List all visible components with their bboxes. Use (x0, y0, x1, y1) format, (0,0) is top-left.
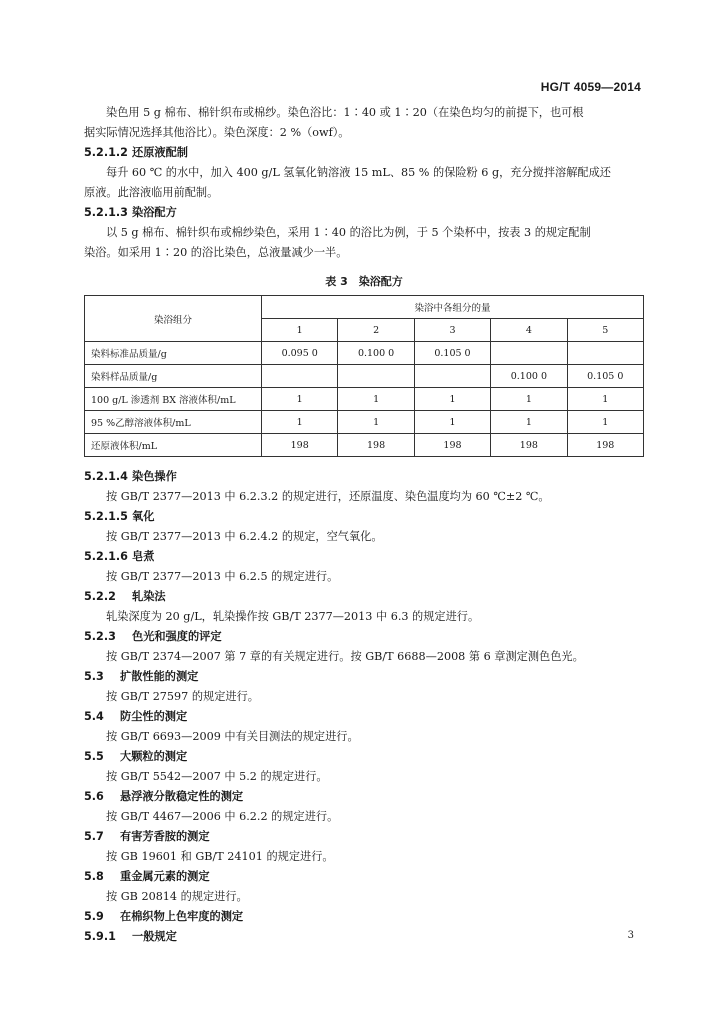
table-cell: 1 (262, 388, 338, 411)
section-heading (84, 787, 644, 807)
table-cell: 1 (414, 411, 490, 434)
section-before-table (84, 103, 644, 263)
table-row-label: 100 g/L 渗透剂 BX 溶液体积/mL (85, 388, 262, 411)
table-cell: 1 (338, 411, 414, 434)
document-code: HG/T 4059—2014 (540, 80, 641, 94)
section-heading (84, 587, 644, 607)
section-title: 染浴配方 (132, 206, 177, 219)
page-number: 3 (627, 930, 634, 941)
table-cell: 1 (338, 388, 414, 411)
table-cell: 198 (338, 434, 414, 457)
paragraph-line: 染色用 5 g 棉布、棉针织布或棉纱。染色浴比：1∶40 或 1∶20（在染色均匀的前提下，也可根 (106, 106, 584, 119)
section-title: 一般规定 (132, 930, 177, 943)
section-title: 染色操作 (132, 470, 177, 483)
table-column-number: 1 (262, 319, 338, 342)
table-caption: 表 3 染浴配方 (325, 275, 403, 288)
table-cell: 0.100 0 (491, 365, 567, 388)
table-row (85, 434, 644, 457)
section-number: 5.2.1.5 (84, 510, 128, 523)
table-cell: 198 (491, 434, 567, 457)
table-column-number: 5 (567, 319, 643, 342)
section-number: 5.2.1.3 (84, 206, 128, 219)
section-title: 重金属元素的测定 (120, 870, 210, 883)
table-cell: 0.105 0 (414, 342, 490, 365)
section-heading (84, 667, 644, 687)
section-number: 5.8 (84, 870, 104, 883)
table-col-header: 染浴组分 (85, 296, 262, 342)
table-cell (414, 365, 490, 388)
section-title: 还原液配制 (132, 146, 188, 159)
section-number: 5.2.2 (84, 590, 116, 603)
table-cell: 198 (567, 434, 643, 457)
paragraph-line: 据实际情况选择其他浴比）。染色深度：2 %（owf）。 (84, 126, 350, 139)
paragraph-line: 按 GB/T 27597 的规定进行。 (106, 690, 259, 703)
section-heading (84, 203, 644, 223)
paragraph-line: 按 GB/T 2377—2013 中 6.2.5 的规定进行。 (106, 570, 339, 583)
paragraph-line: 按 GB/T 5542—2007 中 5.2 的规定进行。 (106, 770, 328, 783)
section-heading (84, 507, 644, 527)
section-number: 5.9 (84, 910, 104, 923)
table-cell: 198 (262, 434, 338, 457)
paragraph-line: 按 GB/T 4467—2006 中 6.2.2 的规定进行。 (106, 810, 339, 823)
table-cell: 0.100 0 (338, 342, 414, 365)
table-cell: 1 (491, 388, 567, 411)
table-row (85, 411, 644, 434)
dye-bath-table (84, 295, 644, 457)
table-cell (491, 342, 567, 365)
section-heading (84, 143, 644, 163)
section-heading (84, 927, 644, 947)
table-row-label: 染料样品质量/g (85, 365, 262, 388)
paragraph-line: 染浴。如采用 1∶20 的浴比染色，总液量减少一半。 (84, 246, 348, 259)
paragraph-line: 按 GB/T 2374—2007 第 7 章的有关规定进行。按 GB/T 6688—2008 第 6 章测定测色色光。 (106, 650, 584, 663)
paragraph-line: 按 GB/T 2377—2013 中 6.2.3.2 的规定进行，还原温度、染色温度均为 60 ℃±2 ℃。 (106, 490, 550, 503)
table-column-number: 3 (414, 319, 490, 342)
section-heading (84, 627, 644, 647)
section-heading (84, 747, 644, 767)
paragraph-line: 每升 60 ℃ 的水中，加入 400 g/L 氢氧化钠溶液 15 mL、85 % 的保险粉 6 g，充分搅拌溶解配成还 (106, 166, 611, 179)
section-title: 大颗粒的测定 (120, 750, 188, 763)
table-row (85, 388, 644, 411)
section-heading (84, 547, 644, 567)
table-row (85, 365, 644, 388)
table-row-label: 染料标准品质量/g (85, 342, 262, 365)
table-cell (567, 342, 643, 365)
paragraph-line: 按 GB/T 2377—2013 中 6.2.4.2 的规定，空气氧化。 (106, 530, 383, 543)
content (84, 103, 644, 947)
section-title: 扩散性能的测定 (120, 670, 199, 683)
paragraph-line: 轧染深度为 20 g/L，轧染操作按 GB/T 2377—2013 中 6.3 的规定进行。 (106, 610, 480, 623)
section-title: 在棉织物上色牢度的测定 (120, 910, 244, 923)
table-row-label: 95 %乙醇溶液体积/mL (85, 411, 262, 434)
table-group-header: 染浴中各组分的量 (262, 296, 644, 319)
table-cell: 1 (567, 388, 643, 411)
paragraph-line: 按 GB 20814 的规定进行。 (106, 890, 248, 903)
section-title: 氧化 (132, 510, 155, 523)
table-cell: 0.105 0 (567, 365, 643, 388)
table-row-label: 还原液体积/mL (85, 434, 262, 457)
paragraph-line: 原液。此溶液临用前配制。 (84, 186, 219, 199)
section-title: 轧染法 (132, 590, 166, 603)
section-number: 5.4 (84, 710, 104, 723)
section-number: 5.2.3 (84, 630, 116, 643)
paragraph-line: 按 GB 19601 和 GB/T 24101 的规定进行。 (106, 850, 334, 863)
section-title: 有害芳香胺的测定 (120, 830, 210, 843)
section-after-table (84, 467, 644, 947)
section-number: 5.9.1 (84, 930, 116, 943)
section-number: 5.6 (84, 790, 104, 803)
section-heading (84, 867, 644, 887)
table-cell: 198 (414, 434, 490, 457)
section-title: 防尘性的测定 (120, 710, 188, 723)
table-cell: 1 (262, 411, 338, 434)
paragraph-line: 以 5 g 棉布、棉针织布或棉纱染色，采用 1∶40 的浴比为例，于 5 个染杯中，按表 3 的规定配制 (106, 226, 591, 239)
section-number: 5.2.1.4 (84, 470, 128, 483)
table-row (85, 342, 644, 365)
table-cell: 1 (567, 411, 643, 434)
table-cell: 1 (491, 411, 567, 434)
section-title: 皂煮 (132, 550, 155, 563)
section-title: 悬浮液分散稳定性的测定 (120, 790, 244, 803)
section-title: 色光和强度的评定 (132, 630, 222, 643)
table-cell (262, 365, 338, 388)
paragraph-line: 按 GB/T 6693—2009 中有关目测法的规定进行。 (106, 730, 359, 743)
section-heading (84, 707, 644, 727)
table-column-number: 4 (491, 319, 567, 342)
table-cell: 1 (414, 388, 490, 411)
section-number: 5.2.1.2 (84, 146, 128, 159)
section-number: 5.7 (84, 830, 104, 843)
section-heading (84, 827, 644, 847)
section-number: 5.3 (84, 670, 104, 683)
table-body (85, 342, 644, 457)
section-heading (84, 467, 644, 487)
table-cell: 0.095 0 (262, 342, 338, 365)
section-number: 5.5 (84, 750, 104, 763)
table-column-number: 2 (338, 319, 414, 342)
section-number: 5.2.1.6 (84, 550, 128, 563)
table-cell (338, 365, 414, 388)
section-heading (84, 907, 644, 927)
